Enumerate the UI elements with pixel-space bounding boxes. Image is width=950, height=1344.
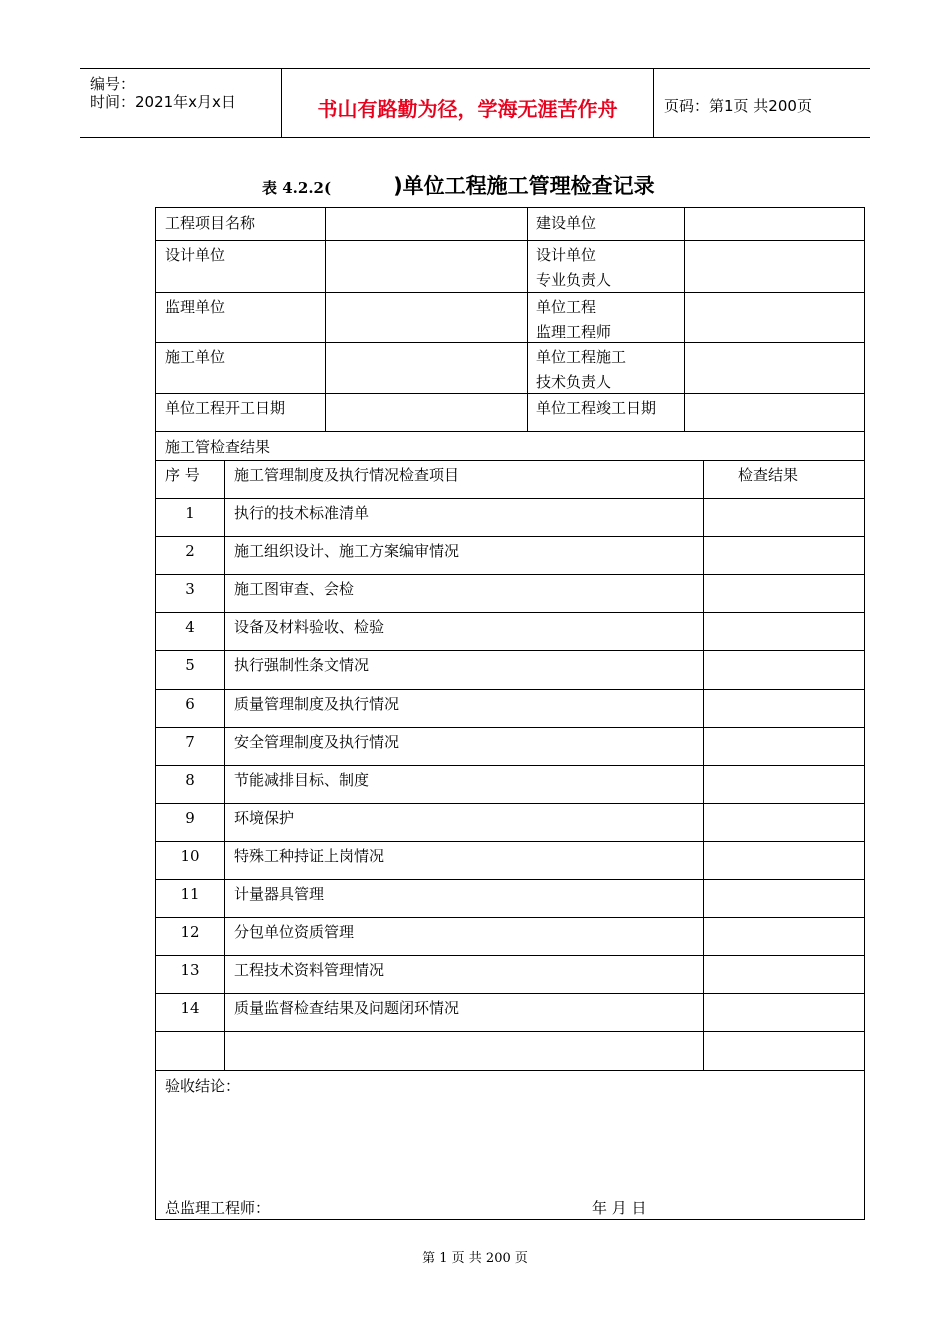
info-label: 设计单位 <box>165 246 226 264</box>
item-text: 节能减排目标、制度 <box>234 771 370 789</box>
item-text: 分包单位资质管理 <box>234 923 355 941</box>
item-text: 特殊工种持证上岗情况 <box>234 847 385 865</box>
check-header-result: 检查结果 <box>738 466 799 484</box>
row-divider <box>156 612 864 613</box>
item-text: 工程技术资料管理情况 <box>234 961 385 979</box>
row-divider <box>156 536 864 537</box>
item-number: 8 <box>185 771 195 789</box>
header-meta-cell <box>80 69 282 137</box>
row-divider <box>156 689 864 690</box>
time-label: 时间：2021年x月x日 <box>90 93 236 111</box>
item-text: 安全管理制度及执行情况 <box>234 733 400 751</box>
column-divider <box>527 208 528 431</box>
item-text: 执行强制性条文情况 <box>234 656 370 674</box>
number-label: 编号： <box>90 75 136 93</box>
motto-text: 书山有路勤为径，学海无涯苦作舟 <box>317 97 618 121</box>
page-number-label: 页码：第1页 共200页 <box>664 97 812 115</box>
row-divider <box>156 292 864 293</box>
info-label: 设计单位 <box>536 246 597 264</box>
item-number: 3 <box>185 580 195 598</box>
row-divider <box>156 1031 864 1032</box>
check-header-item: 施工管理制度及执行情况检查项目 <box>234 466 460 484</box>
info-label: 单位工程 <box>536 298 597 316</box>
row-divider <box>156 993 864 994</box>
row-divider <box>156 841 864 842</box>
info-label: 施工单位 <box>165 348 226 366</box>
item-text: 执行的技术标准清单 <box>234 504 370 522</box>
row-divider <box>156 431 864 432</box>
info-label: 专业负责人 <box>536 271 612 289</box>
item-number: 10 <box>180 847 200 865</box>
row-divider <box>156 879 864 880</box>
row-divider <box>156 650 864 651</box>
item-number: 5 <box>185 656 195 674</box>
row-divider <box>156 1070 864 1071</box>
header-motto-cell <box>282 69 654 137</box>
document-header <box>80 68 870 138</box>
row-divider <box>156 803 864 804</box>
item-number: 2 <box>185 542 195 560</box>
row-divider <box>156 498 864 499</box>
item-number: 6 <box>185 695 195 713</box>
header-page-cell <box>654 69 870 137</box>
date-label: 年 月 日 <box>592 1199 647 1217</box>
item-text: 质量监督检查结果及问题闭环情况 <box>234 999 460 1017</box>
item-number: 1 <box>185 504 195 522</box>
column-divider <box>684 208 685 431</box>
info-label: 技术负责人 <box>536 373 612 391</box>
page-footer <box>0 1247 950 1266</box>
column-divider <box>325 208 326 431</box>
item-number: 14 <box>180 999 200 1017</box>
info-label: 工程项目名称 <box>165 214 256 232</box>
check-header-no: 序 号 <box>165 466 200 484</box>
item-text: 质量管理制度及执行情况 <box>234 695 400 713</box>
column-divider <box>703 460 704 1070</box>
inspection-table <box>155 207 865 1220</box>
item-text: 施工组织设计、施工方案编审情况 <box>234 542 460 560</box>
form-code: 表 4.2.2( <box>262 179 332 197</box>
footer-page-text: 第 1 页 共 200 页 <box>422 1251 528 1266</box>
item-text: 施工图审查、会检 <box>234 580 355 598</box>
item-number: 9 <box>185 809 195 827</box>
row-divider <box>156 765 864 766</box>
form-title <box>262 170 655 200</box>
conclusion-label: 验收结论： <box>165 1077 241 1095</box>
section-title: 施工管检查结果 <box>165 438 271 456</box>
item-text: 设备及材料验收、检验 <box>234 618 385 636</box>
item-number: 13 <box>180 961 200 979</box>
row-divider <box>156 917 864 918</box>
info-label: 单位工程施工 <box>536 348 627 366</box>
row-divider <box>156 574 864 575</box>
column-divider <box>224 460 225 1070</box>
signer-label: 总监理工程师： <box>165 1199 271 1217</box>
row-divider <box>156 240 864 241</box>
row-divider <box>156 955 864 956</box>
info-label: 单位工程开工日期 <box>165 399 286 417</box>
item-text: 环境保护 <box>234 809 295 827</box>
item-text: 计量器具管理 <box>234 885 325 903</box>
item-number: 12 <box>180 923 200 941</box>
item-number: 7 <box>185 733 195 751</box>
row-divider <box>156 393 864 394</box>
row-divider <box>156 460 864 461</box>
info-label: 建设单位 <box>536 214 597 232</box>
row-divider <box>156 342 864 343</box>
info-label: 监理单位 <box>165 298 226 316</box>
item-number: 4 <box>185 618 195 636</box>
form-title-text: )单位工程施工管理检查记录 <box>393 174 655 198</box>
info-label: 单位工程竣工日期 <box>536 399 657 417</box>
row-divider <box>156 727 864 728</box>
info-label: 监理工程师 <box>536 323 612 341</box>
item-number: 11 <box>180 885 200 903</box>
